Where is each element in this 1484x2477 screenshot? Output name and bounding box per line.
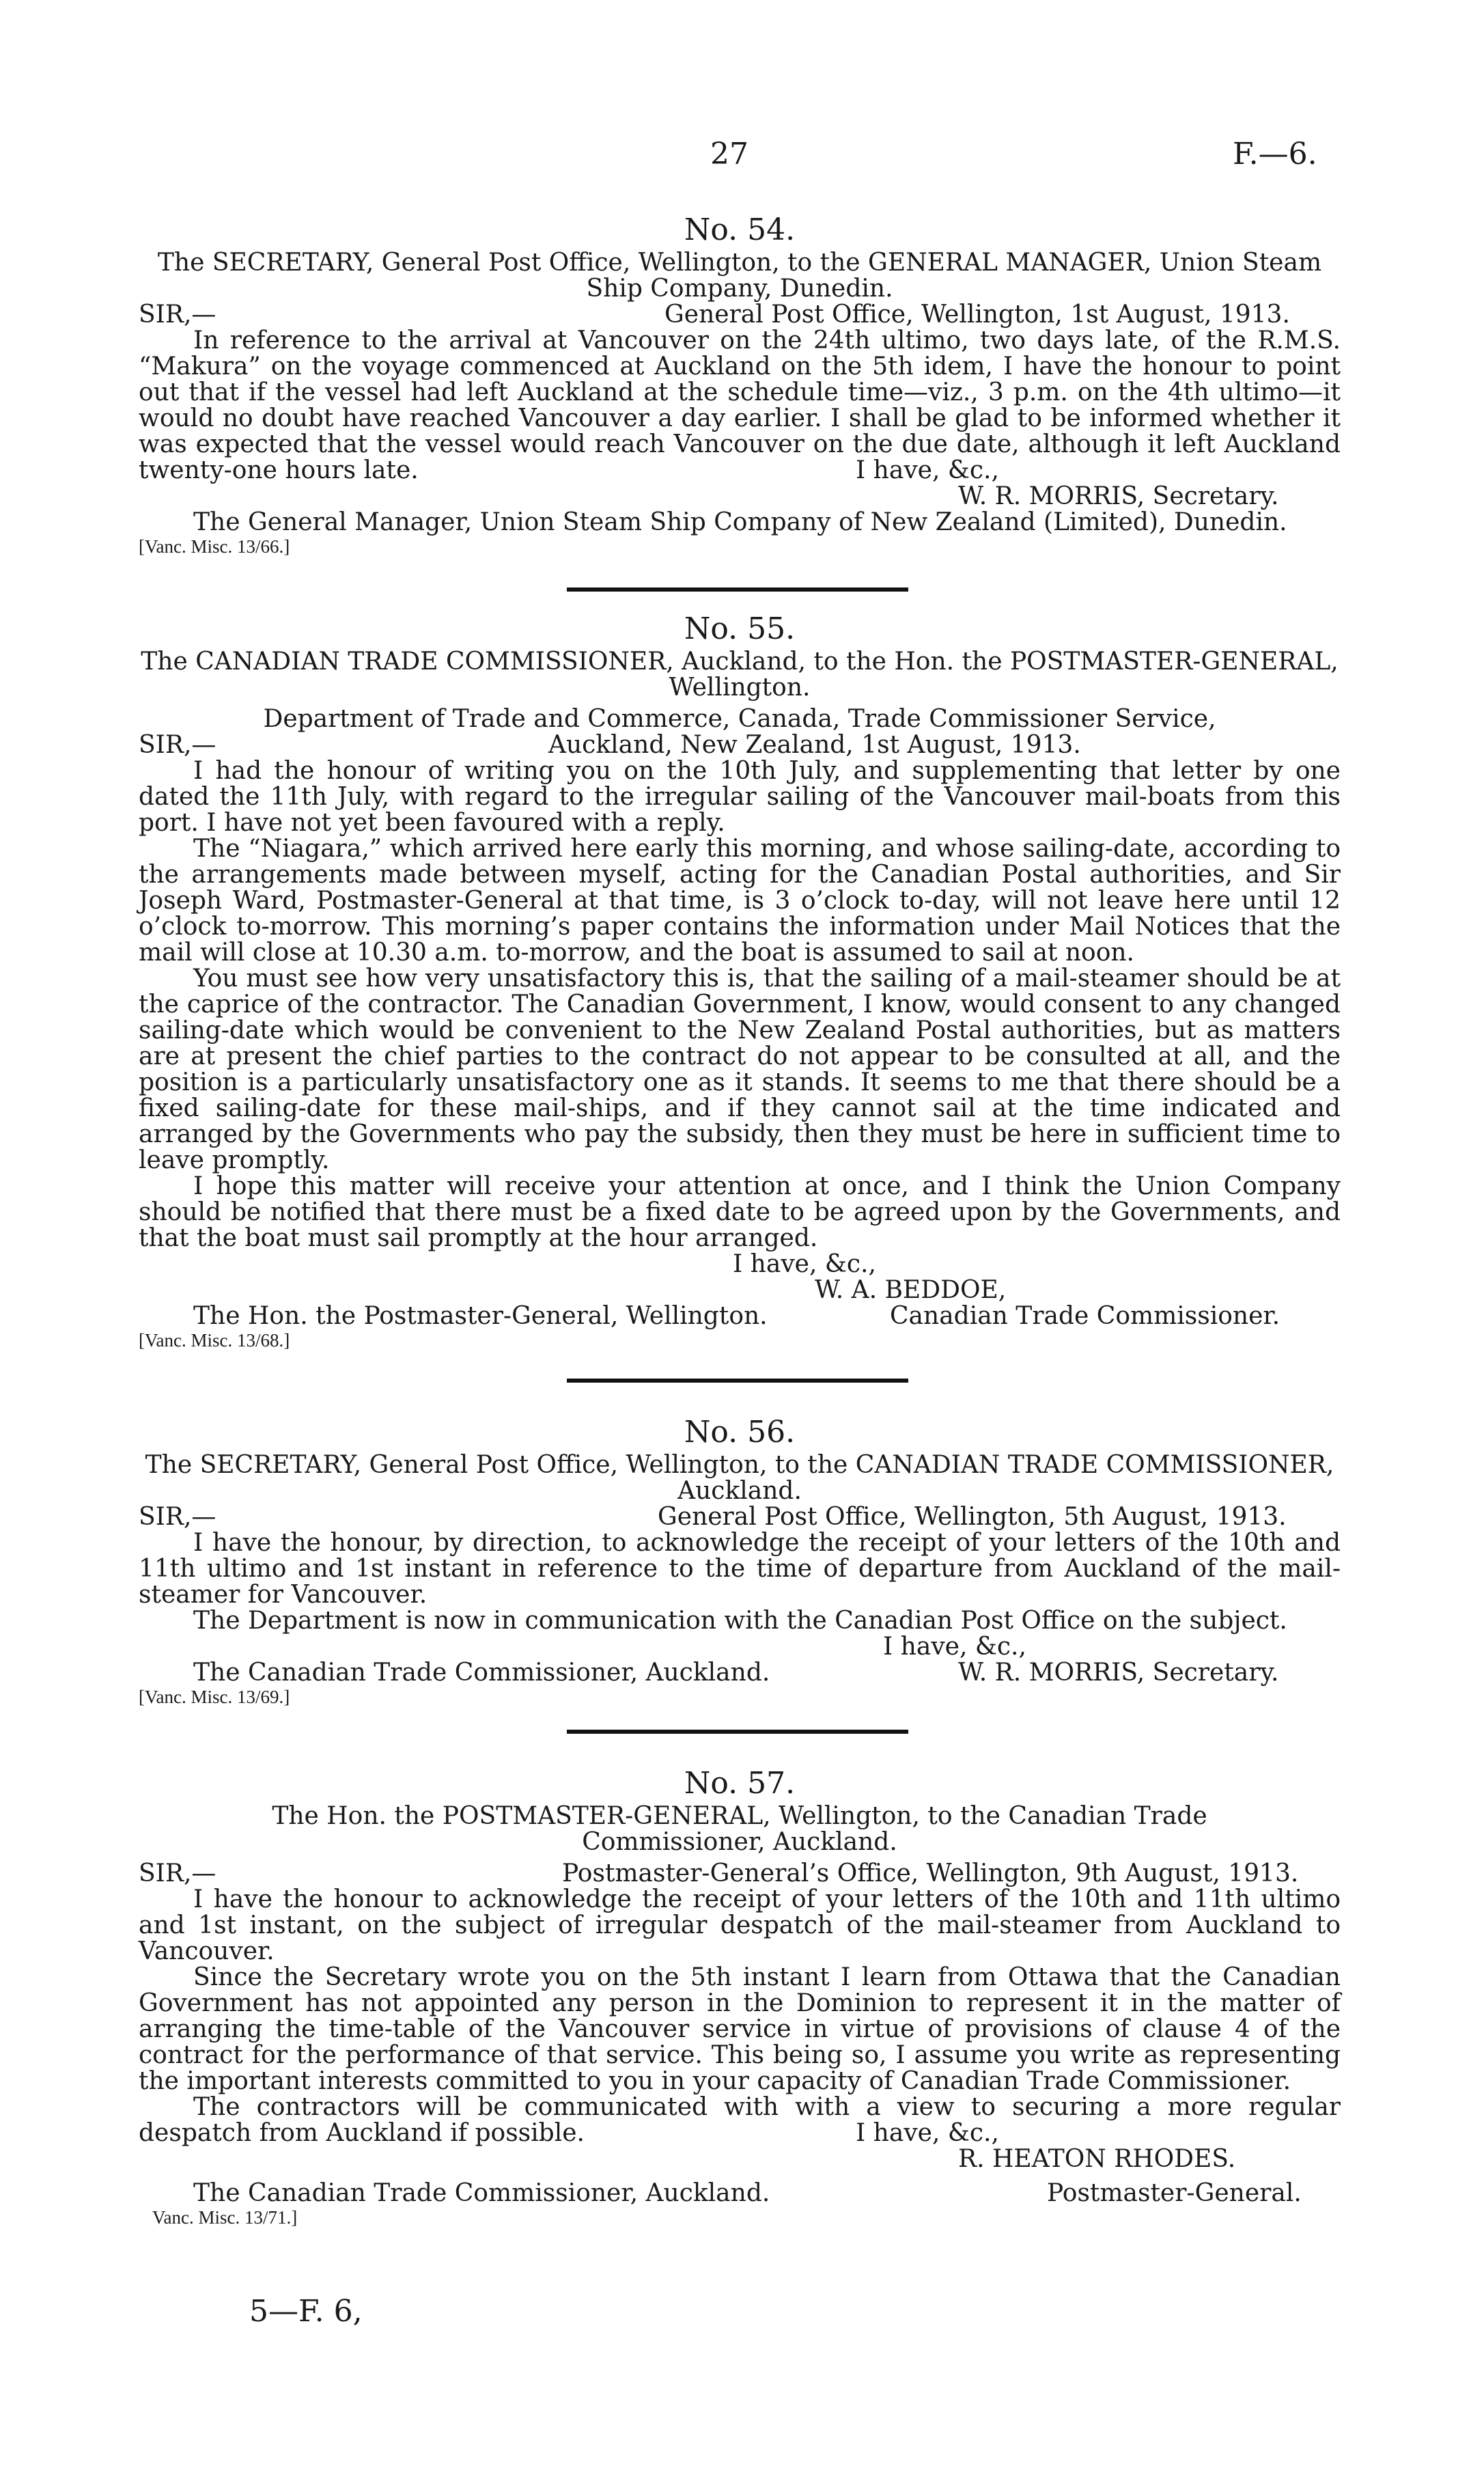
- signature: W. R. MORRIS, Secretary.: [958, 482, 1279, 510]
- paragraph: I had the honour of writing you on the 10th July, and supplementing that letter by one dated the 11th July, with regard to the irregular sailing of the Vancouver mail-boats from this port. I have not yet been favoured with a reply.: [139, 757, 1341, 837]
- letter-56: [139, 1415, 1341, 1708]
- paragraph: The contractors will be communicated with with a view to securing a more regular despatch from Auckland if possible.: [139, 2093, 1341, 2147]
- salutation: SIR,—: [139, 1859, 216, 1887]
- paragraph: In reference to the arrival at Vancouver on the 24th ultimo, two days late, of the R.M.S. “Makura” on the voyage commenced at Auckland on the 5th idem, I have the honour to point out that if the vessel had left Auckland at the schedule time—viz., 3 p.m. on the 4th ultimo—it would no doubt have reached Vancouver a day earlier. I shall be glad to be informed whether it was expected that the vessel would reach Vancouver on the due date, although it left Auckland twenty-one hours late.: [139, 327, 1341, 484]
- closing: I have, &c.,: [856, 2119, 999, 2147]
- paragraph: I hope this matter will receive your attention at once, and I think the Union Company should be notified that there must be a fixed date to be agreed upon by the Governments, and that the boat must sail promptly at the hour arranged.: [139, 1172, 1341, 1252]
- file-reference: [Vanc. Misc. 13/69.]: [139, 1687, 290, 1707]
- letter-number: No. 56.: [684, 1415, 796, 1450]
- salutation: SIR,—: [139, 301, 216, 329]
- page-number: 27: [710, 137, 748, 171]
- paper-reference: F.—6.: [1233, 137, 1317, 171]
- letter-54: [139, 212, 1341, 557]
- section-divider: [567, 1379, 908, 1383]
- paragraph: I have the honour, by direction, to acknowledge the receipt of your letters of the 10th and 11th ultimo and 1st instant in reference to the time of departure from Auckland of the mail-steamer for Vancouver.: [139, 1529, 1341, 1609]
- letter-number: No. 55.: [684, 611, 796, 646]
- file-reference: Vanc. Misc. 13/71.]: [152, 2207, 298, 2228]
- letter-heading: The SECRETARY, General Post Office, Wellington, to the CANADIAN TRADE COMMISSIONER, Auckland.: [145, 1451, 1334, 1505]
- signature-title: Canadian Trade Commissioner.: [890, 1302, 1280, 1330]
- sender-address: Auckland, New Zealand, 1st August, 1913.: [548, 731, 1081, 759]
- addressee: The Canadian Trade Commissioner, Auckland.: [193, 1659, 770, 1687]
- paragraph: I have the honour to acknowledge the receipt of your letters of the 10th and 11th ultimo and 1st instant, on the subject of irregular despatch of the mail-steamer from Auckland to Vancouver.: [139, 1885, 1341, 1965]
- letter-heading: The CANADIAN TRADE COMMISSIONER, Auckland, to the Hon. the POSTMASTER-GENERAL, Wellington.: [141, 648, 1339, 702]
- letter-heading: The SECRETARY, General Post Office, Wellington, to the GENERAL MANAGER, Union Steam Ship Company, Dunedin.: [157, 249, 1322, 303]
- letter-number: No. 57.: [684, 1766, 796, 1801]
- letter-heading: The Hon. the POSTMASTER-GENERAL, Wellington, to the Canadian Trade Commissioner, Auckland.: [272, 1802, 1207, 1856]
- paragraph: You must see how very unsatisfactory this is, that the sailing of a mail-steamer should be at the caprice of the contractor. The Canadian Government, I know, would consent to any changed sailing-date which would be convenient to the New Zealand Postal authorities, but as matters are at present the chief parties to the contract do not appear to be consulted at all, and the position is a particularly unsatisfactory one as it stands. It seems to me that there should be a fixed sailing-date for these mail-ships, and if they cannot sail at the time indicated and arranged by the Governments who pay the subsidy, then they must be here in sufficient time to leave promptly.: [139, 965, 1341, 1174]
- addressee: The General Manager, Union Steam Ship Company of New Zealand (Limited), Dunedin.: [193, 508, 1287, 536]
- letter-number: No. 54.: [684, 212, 796, 247]
- sheet-signature-mark: 5—F. 6,: [249, 2294, 363, 2329]
- paragraph: Since the Secretary wrote you on the 5th instant I learn from Ottawa that the Canadian Government has not appointed any person in the Dominion to represent it in the matter of arranging the time-table of the Vancouver service in virtue of provisions of clause 4 of the contract for the performance of that service. This being so, I assume you write as representing the important interests committed to you in your capacity of Canadian Trade Commissioner.: [139, 1963, 1341, 2095]
- section-divider: [567, 1730, 908, 1734]
- salutation: SIR,—: [139, 1503, 216, 1531]
- signature: W. A. BEDDOE,: [815, 1276, 1007, 1304]
- sender-address: Postmaster-General’s Office, Wellington, 9th August, 1913.: [562, 1859, 1299, 1887]
- addressee: The Canadian Trade Commissioner, Auckland.: [193, 2179, 770, 2207]
- addressee: The Hon. the Postmaster-General, Wellington.: [193, 1302, 768, 1330]
- paragraph: The Department is now in communication with the Canadian Post Office on the subject.: [193, 1607, 1287, 1635]
- sender-address: General Post Office, Wellington, 5th August, 1913.: [658, 1503, 1287, 1531]
- paragraph: The “Niagara,” which arrived here early this morning, and whose sailing-date, according to the arrangements made between myself, acting for the Canadian Postal authorities, and Sir Joseph Ward, Postmaster-General at that time, is 3 o’clock to-day, will not leave here until 12 o’clock to-morrow. This morning’s paper contains the information under Mail Notices that the mail will close at 10.30 a.m. to-morrow, and the boat is assumed to sail at noon.: [139, 835, 1341, 967]
- closing: I have, &c.,: [856, 456, 999, 484]
- sender-address: General Post Office, Wellington, 1st August, 1913.: [664, 301, 1290, 329]
- file-reference: [Vanc. Misc. 13/66.]: [139, 536, 290, 557]
- file-reference: [Vanc. Misc. 13/68.]: [139, 1330, 290, 1351]
- letter-57: [139, 1766, 1341, 2228]
- letter-55: [139, 611, 1341, 1351]
- signature-title: Postmaster-General.: [1047, 2179, 1302, 2207]
- signature: R. HEATON RHODES.: [958, 2145, 1236, 2173]
- salutation: SIR,—: [139, 731, 216, 759]
- signature: W. R. MORRIS, Secretary.: [958, 1659, 1279, 1687]
- closing: I have, &c.,: [883, 1633, 1026, 1661]
- department-line: Department of Trade and Commerce, Canada, Trade Commissioner Service,: [263, 705, 1216, 733]
- section-divider: [567, 587, 908, 592]
- closing: I have, &c.,: [733, 1250, 876, 1278]
